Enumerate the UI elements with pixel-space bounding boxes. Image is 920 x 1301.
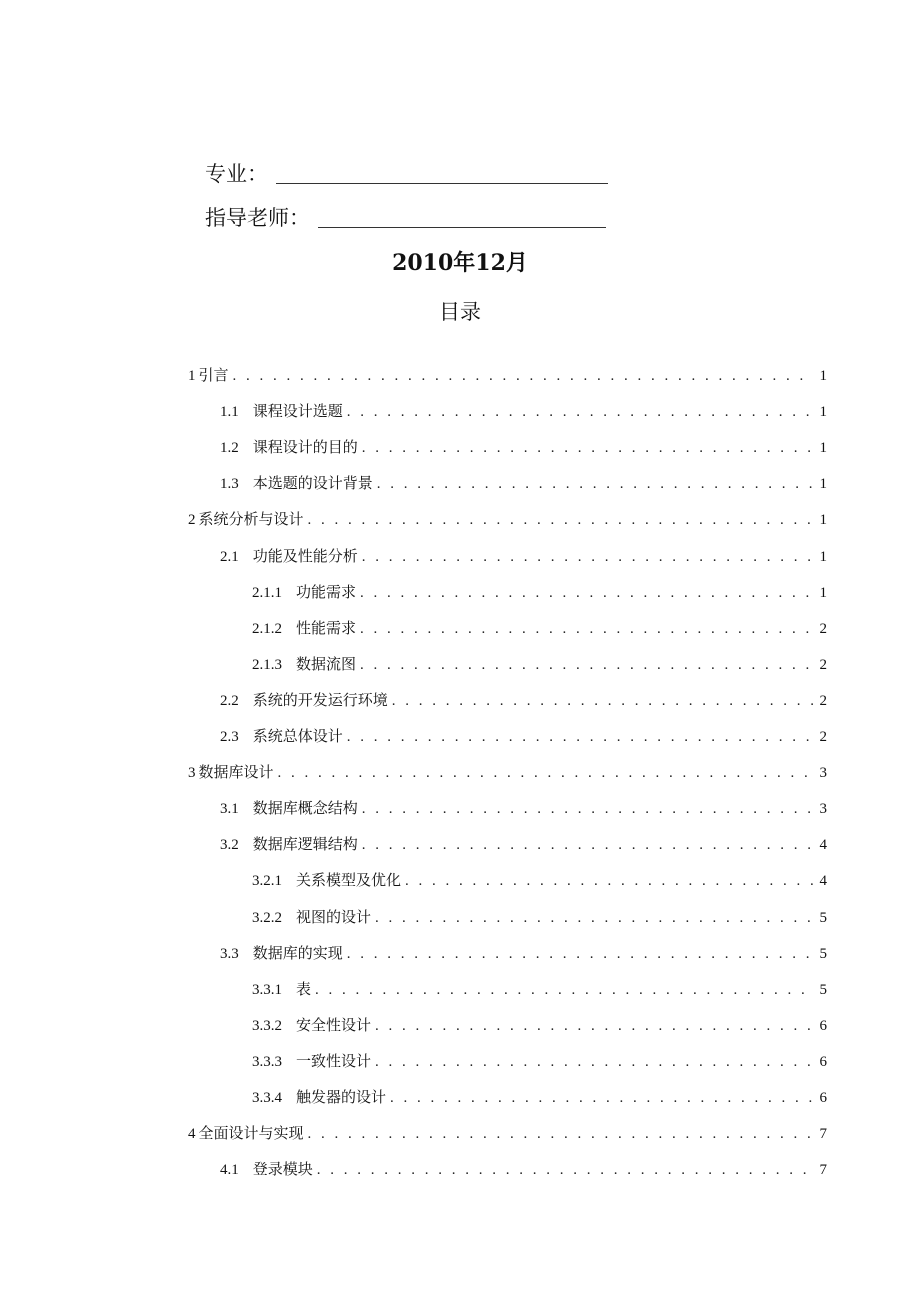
toc-entry-label [252,978,311,999]
toc-entry[interactable] [220,1158,827,1182]
toc-entry-number: 3.2.2 [252,909,282,926]
toc-entry-number: 2.1.1 [252,584,282,601]
toc-entry-label [220,797,358,818]
toc-entry-leader-dots [233,368,814,385]
toc-entry-title: 功能需求 [296,582,357,601]
toc-entry-page-number: 1 [819,584,827,601]
toc-entry[interactable] [220,725,827,749]
toc-entry-label [220,833,358,854]
toc-entry[interactable] [252,906,827,930]
advisor-field [205,202,606,232]
toc-entry-title: 触发器的设计 [296,1088,387,1106]
toc-entry-label [252,653,356,674]
toc-entry-number: 3.3.1 [252,981,282,998]
toc-entry-number: 3.2 [220,837,239,854]
toc-entry-page-number: 1 [819,440,827,457]
toc-entry-label [188,508,304,529]
toc-entry-title: 登录模块 [252,1160,313,1179]
toc-entry-title: 课程设计的目的 [252,438,358,457]
toc-entry[interactable] [220,797,827,821]
toc-entry-number: 1.3 [220,476,239,493]
toc-entry-label [252,869,401,890]
toc-entry[interactable] [220,400,827,424]
advisor-label: 指导老师： [205,206,310,230]
toc-entry-page-number: 6 [819,1090,827,1106]
toc-entry[interactable] [252,869,827,893]
toc-entry[interactable] [220,545,827,569]
toc-entry-title: 引言 [198,366,229,384]
toc-entry-leader-dots [362,549,814,566]
toc-entry-page-number: 1 [819,368,827,384]
toc-entry-label [220,400,343,421]
toc-entry-title: 功能及性能分析 [252,546,358,565]
toc-entry-title: 数据库概念结构 [252,799,358,818]
toc-entry-page-number: 5 [819,909,827,926]
toc-entry-number: 3.3.3 [252,1053,282,1070]
toc-entry-page-number: 5 [819,981,827,998]
toc-entry-leader-dots [347,729,814,746]
toc-entry-leader-dots [392,693,814,710]
toc-entry-leader-dots [317,1162,814,1179]
major-label: 专业： [205,162,268,186]
toc-entry-title: 一致性设计 [296,1051,372,1070]
toc-entry-number: 2.1 [220,548,239,565]
major-blank-line [276,182,608,184]
toc-entry[interactable] [220,689,827,713]
toc-entry[interactable] [188,1122,827,1146]
toc-entry[interactable] [252,1050,827,1074]
toc-entry-page-number: 2 [819,729,827,745]
toc-entry[interactable] [188,508,827,532]
toc-entry-page-number: 4 [819,873,827,890]
toc-entry-label [220,436,358,457]
toc-entry-label [188,1122,304,1143]
toc-entry-page-number: 5 [819,945,827,962]
toc-entry-title: 表 [296,979,312,998]
toc-entry-page-number: 2 [819,620,827,637]
toc-entry-number: 3.2.1 [252,873,282,890]
toc-entry-page-number: 4 [819,837,827,854]
toc-entry[interactable] [188,364,827,388]
toc-entry-number: 4.1 [220,1162,239,1179]
toc-entry-page-number: 2 [819,656,827,673]
toc-entry-number: 1.1 [220,404,239,421]
toc-entry-leader-dots [375,1054,814,1071]
toc-entry[interactable] [220,472,827,496]
toc-entry-leader-dots [308,512,814,529]
toc-entry-title: 关系模型及优化 [296,871,402,890]
toc-entry-leader-dots [405,873,814,890]
toc-entry[interactable] [188,761,827,785]
toc-entry-title: 数据库设计 [198,763,274,782]
toc-entry-label [252,1086,386,1107]
toc-entry-leader-dots [375,910,814,927]
toc-entry-number: 1 [188,368,196,384]
toc-entry-label [188,364,229,385]
toc-entry-label [252,906,371,927]
toc-entry-label [220,725,343,746]
toc-entry-title: 数据流图 [296,654,357,673]
toc-title: 目录 [439,300,481,324]
toc-entry-title: 系统总体设计 [252,727,343,745]
toc-entry-label [188,761,274,782]
toc-entry-leader-dots [375,1018,814,1035]
toc-entry-leader-dots [377,476,814,493]
toc-entry-page-number: 1 [819,548,827,565]
toc-entry-leader-dots [360,657,814,674]
toc-entry-leader-dots [278,765,814,782]
toc-entry-label [252,581,356,602]
toc-entry-number: 2.3 [220,729,239,745]
toc-entry-page-number: 6 [819,1017,827,1034]
toc-entry-title: 性能需求 [296,618,357,637]
toc-entry-title: 课程设计选题 [252,402,343,421]
toc-entry-page-number: 7 [819,1126,827,1143]
toc-entry-title: 本选题的设计背景 [252,474,373,493]
toc-entry-page-number: 7 [819,1162,827,1179]
toc-entry-title: 系统的开发运行环境 [252,690,388,709]
toc-entry-leader-dots [362,837,814,854]
toc-entry[interactable] [252,653,827,677]
toc-entry-title: 视图的设计 [296,907,372,926]
toc-entry-leader-dots [308,1126,814,1143]
toc-entry-leader-dots [362,801,814,818]
toc-entry-leader-dots [347,404,814,421]
toc-entry-number: 1.2 [220,440,239,457]
toc-entry-page-number: 1 [819,404,827,421]
toc-entry-number: 3.3 [220,945,239,962]
advisor-blank-line [318,226,606,228]
toc-entry-title: 安全性设计 [296,1015,372,1034]
toc-entry-leader-dots [362,440,814,457]
toc-entry-number: 2.1.2 [252,620,282,637]
toc-entry[interactable] [220,436,827,460]
toc-entry-label [220,545,358,566]
toc-entry-leader-dots [390,1090,814,1107]
toc-entry-number: 2.2 [220,692,239,709]
toc-entry-number: 3 [188,765,196,782]
toc-entry-number: 3.3.2 [252,1017,282,1034]
toc-entry[interactable] [252,617,827,641]
toc-entry-label [220,689,388,710]
toc-entry[interactable] [252,978,827,1002]
toc-entry-page-number: 1 [819,512,827,529]
toc-entry-leader-dots [347,946,814,963]
toc-entry-label [252,617,356,638]
toc-entry-leader-dots [315,982,814,999]
toc-entry-label [220,942,343,963]
toc-entry[interactable] [252,1086,827,1110]
toc-entry-label [252,1050,371,1071]
toc-entry-page-number: 2 [819,692,827,709]
toc-entry-leader-dots [360,621,814,638]
toc-entry-title: 系统分析与设计 [198,510,304,529]
major-field [205,158,608,188]
toc-entry-page-number: 3 [819,765,827,782]
toc-entry[interactable] [252,1014,827,1038]
toc-entry-page-number: 3 [819,801,827,818]
toc-entry-label [220,1158,313,1179]
toc-entry[interactable] [220,942,827,966]
toc-entry-leader-dots [360,585,814,602]
toc-entry-label [220,472,373,493]
toc-entry-number: 2 [188,512,196,529]
toc-entry-page-number: 1 [819,476,827,493]
toc-entry[interactable] [220,833,827,857]
toc-entry-title: 数据库逻辑结构 [252,835,358,854]
toc-entry-title: 全面设计与实现 [198,1124,304,1143]
document-date: 2010年12月 [392,250,528,276]
toc-entry-label [252,1014,371,1035]
toc-entry[interactable] [252,581,827,605]
toc-entry-title: 数据库的实现 [252,943,343,962]
toc-entry-number: 2.1.3 [252,656,282,673]
toc-entry-number: 3.1 [220,801,239,818]
toc-entry-number: 3.3.4 [252,1090,282,1106]
toc-entry-page-number: 6 [819,1053,827,1070]
toc-entry-number: 4 [188,1126,196,1143]
